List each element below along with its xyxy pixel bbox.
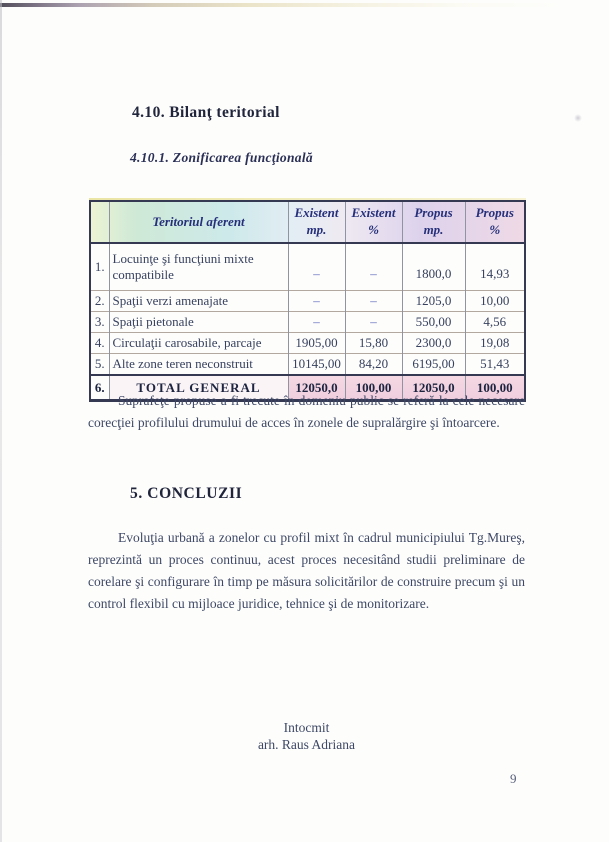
row-number: 5. <box>90 354 109 376</box>
cell-propus-mp: 1800,0 <box>402 243 465 291</box>
row-number: 1. <box>90 243 109 291</box>
header-cell-territory <box>109 201 288 243</box>
signature-role: Intocmit <box>283 720 330 735</box>
table-row <box>90 243 525 291</box>
header-title: Existent <box>351 205 396 221</box>
row-number: 3. <box>90 312 109 333</box>
territorial-balance-table-wrap <box>89 198 526 402</box>
row-label: Locuinţe şi funcţiuni mixte compatibile <box>109 243 288 291</box>
cell-existent-pct: 84,20 <box>345 354 402 376</box>
cell-existent-mp <box>288 291 345 312</box>
table-row <box>90 291 525 312</box>
signature-block <box>88 719 525 753</box>
cell-value: – <box>313 314 320 329</box>
header-title: Propus <box>414 205 453 221</box>
cell-existent-pct <box>345 291 402 312</box>
cell-propus-mp: 550,00 <box>402 312 465 333</box>
section-heading: 4.10. Bilanţ teritorial <box>132 104 280 121</box>
cell-propus-pct: 19,08 <box>465 333 525 354</box>
row-label: Circulaţii carosabile, parcaje <box>109 333 288 354</box>
row-number: 2. <box>90 291 109 312</box>
subsection-heading: 4.10.1. Zonificarea funcţională <box>130 150 313 165</box>
cell-propus-pct: 10,00 <box>465 291 525 312</box>
cell-value: – <box>313 266 320 281</box>
cell-propus-pct: 4,56 <box>465 312 525 333</box>
cell-value: – <box>370 314 377 329</box>
header-title: Teritoriul aferent <box>152 213 245 229</box>
row-number: 6. <box>90 375 109 401</box>
header-unit: % <box>368 222 379 237</box>
row-label: Spaţii pietonale <box>109 312 288 333</box>
cell-existent-pct: 100,00 <box>345 375 402 401</box>
cell-propus-pct: 51,43 <box>465 354 525 376</box>
cell-existent-pct: 15,80 <box>345 333 402 354</box>
header-unit: mp. <box>423 222 444 237</box>
conclusions-heading: 5. CONCLUZII <box>130 485 243 502</box>
header-title: Propus <box>475 205 514 221</box>
cell-existent-mp: 12050,0 <box>288 375 345 401</box>
scan-artifact-top-edge <box>0 3 609 7</box>
table-row <box>90 354 525 376</box>
header-cell-existent-mp <box>288 201 345 243</box>
scan-artifact-smudge <box>574 114 582 122</box>
header-unit: % <box>489 222 501 237</box>
table-header-row <box>90 201 525 243</box>
row-label-total: TOTAL GENERAL <box>109 375 288 401</box>
cell-existent-mp <box>288 243 345 291</box>
cell-value: – <box>370 293 377 308</box>
cell-value: – <box>313 293 320 308</box>
cell-existent-mp <box>288 312 345 333</box>
cell-existent-pct <box>345 243 402 291</box>
cell-existent-mp: 1905,00 <box>288 333 345 354</box>
cell-existent-pct <box>345 312 402 333</box>
cell-propus-mp: 2300,0 <box>402 333 465 354</box>
row-label: Alte zone teren neconstruit <box>109 354 288 376</box>
cell-propus-pct: 100,00 <box>465 375 525 401</box>
header-cell-propus-mp <box>402 201 465 243</box>
header-unit: mp. <box>306 222 327 237</box>
territorial-balance-table <box>89 200 526 402</box>
header-cell-propus-pct <box>465 201 525 243</box>
row-number: 4. <box>90 333 109 354</box>
signature-name: arh. Raus Adriana <box>257 737 356 752</box>
page-number: 9 <box>510 771 517 786</box>
paragraph-conclusions: Evoluţia urbană a zonelor cu profil mixt în cadrul municipiului Tg.Mureş, reprezintă un proces continuu, acest proces necesitând studii preliminare de corelare şi configurare în timp pe măsura solicitărilor de construire precum şi un control flexibil cu mijloace juridice, tehnice şi de monitorizare. <box>88 530 525 611</box>
cell-existent-mp: 10145,00 <box>288 354 345 376</box>
table-row <box>90 312 525 333</box>
table-row <box>90 333 525 354</box>
cell-propus-mp: 6195,00 <box>402 354 465 376</box>
row-label: Spaţii verzi amenajate <box>109 291 288 312</box>
scan-artifact-left-edge <box>0 0 2 842</box>
header-cell-index <box>90 201 109 243</box>
paragraph-surfaces: Suprafeţe propuse a fi trecute în domeniu public se referă la cele necesare corecţiei profilului drumului de acces în zonele de supralărgire şi întoarcere. <box>88 393 525 430</box>
cell-value: – <box>370 266 377 281</box>
cell-propus-mp: 1205,0 <box>402 291 465 312</box>
cell-propus-pct: 14,93 <box>465 243 525 291</box>
header-cell-existent-pct <box>345 201 402 243</box>
header-title: Existent <box>294 205 339 221</box>
cell-propus-mp: 12050,0 <box>402 375 465 401</box>
